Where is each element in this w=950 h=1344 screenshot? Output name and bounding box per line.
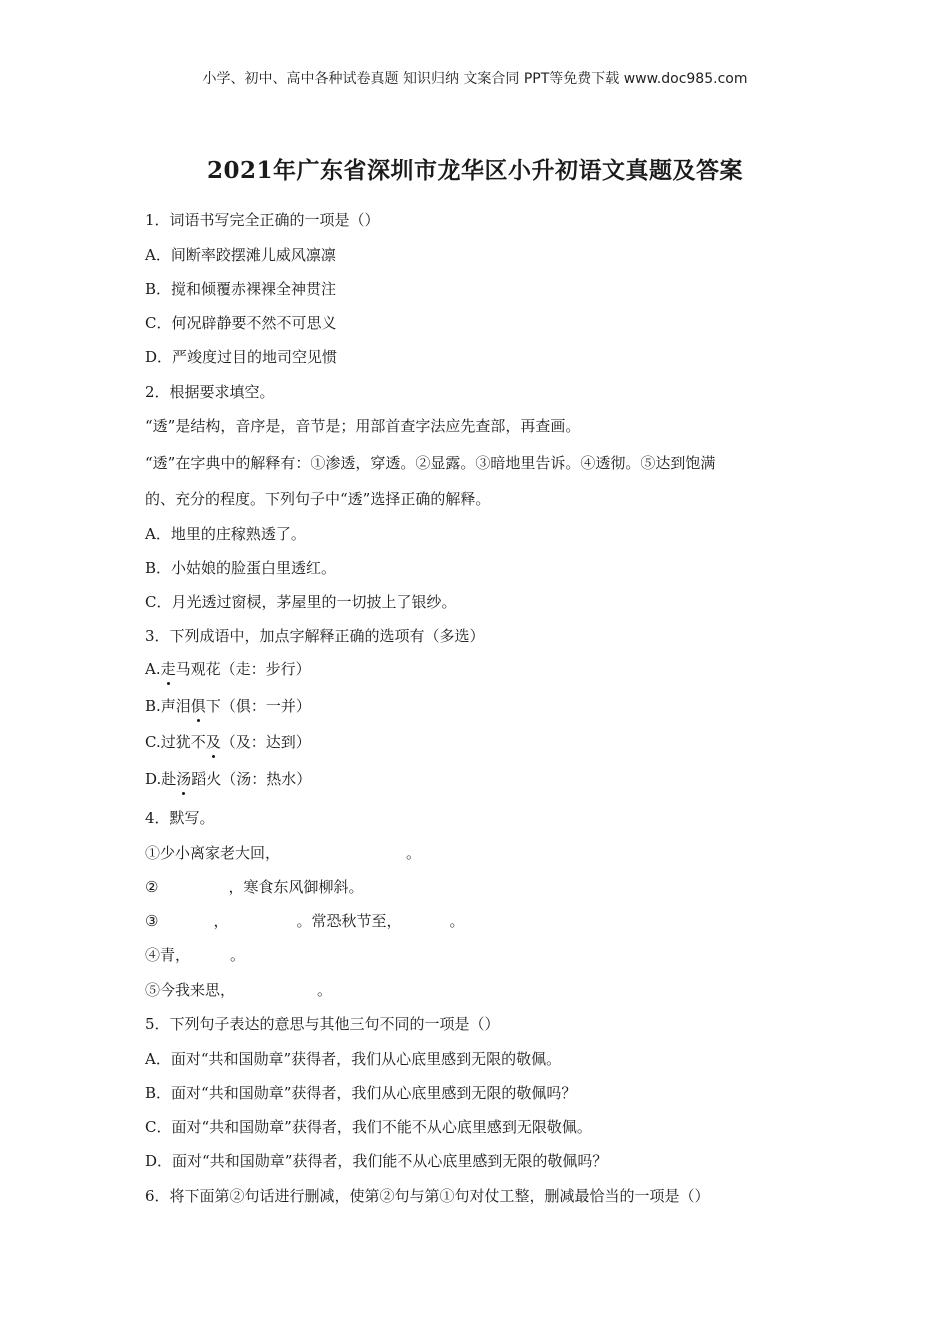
question-6-stem: 6．将下面第②句话进行删减，使第②句与第①句对仗工整，删减最恰当的一项是（）	[145, 1187, 710, 1205]
question-2-option-a: A．地里的庄稼熟透了。	[145, 525, 306, 543]
question-1-option-d: D．严竣度过目的地司空见惯	[145, 348, 338, 366]
question-5-option-b: B．面对“共和国勋章”获得者，我们从心底里感到无限的敬佩吗？	[145, 1084, 577, 1102]
question-4-stem: 4．默写。	[145, 809, 215, 827]
question-5-option-a: A．面对“共和国勋章”获得者，我们从心底里感到无限的敬佩。	[145, 1050, 562, 1068]
emphasis-dot-char: 俱	[190, 697, 206, 715]
emphasis-dot-char: 走	[160, 660, 176, 678]
question-2-option-c: C．月光透过窗棂，茅屋里的一切披上了银纱。	[145, 593, 457, 611]
question-2-line-2: “透”在字典中的解释有：①渗透，穿透。②显露。③暗地里告诉。④透彻。⑤达到饱满	[145, 454, 716, 472]
question-5-option-d: D．面对“共和国勋章”获得者，我们能不从心底里感到无限的敬佩吗？	[145, 1152, 608, 1170]
question-5-option-c: C．面对“共和国勋章”获得者，我们不能不从心底里感到无限敬佩。	[145, 1118, 592, 1136]
question-2-line-3: 的、充分的程度。下列句子中“透”选择正确的解释。	[145, 490, 491, 508]
document-title: 2021年广东省深圳市龙华区小升初语文真题及答案	[206, 157, 743, 184]
emphasis-dot-char: 及	[205, 733, 221, 751]
question-3-option-d: D.赴汤蹈火（汤：热水）	[145, 770, 312, 788]
emphasis-dot-char: 汤	[176, 770, 192, 788]
dictation-line-4: ④青， 。	[145, 946, 246, 964]
question-2-line-1: “透”是结构，音序是，音节是；用部首查字法应先查部，再查画。	[145, 417, 581, 435]
question-3-option-a: A.走马观花（走：步行）	[145, 660, 311, 678]
dictation-line-2: ② ，寒食东风御柳斜。	[145, 878, 364, 896]
question-1-option-c: C．何况辟静要不然不可思义	[145, 314, 337, 332]
dictation-line-3: ③ ， 。常恐秋节至， 。	[145, 912, 465, 930]
question-3-option-b: B.声泪俱下（俱：一并）	[145, 697, 311, 715]
question-5-stem: 5．下列句子表达的意思与其他三句不同的一项是（）	[145, 1015, 500, 1033]
dictation-line-1: ①少小离家老大回， 。	[145, 844, 422, 862]
question-1-option-a: A．间断率跤摆滩儿威风凛凛	[145, 246, 336, 264]
question-3-option-c: C.过犹不及（及：达到）	[145, 733, 311, 751]
question-3-stem: 3．下列成语中，加点字解释正确的选项有（多选）	[145, 627, 485, 645]
question-1-stem: 1．词语书写完全正确的一项是（）	[145, 211, 380, 229]
dictation-line-5: ⑤今我来思， 。	[145, 981, 333, 999]
question-1-option-b: B．搅和倾覆赤裸裸全神贯注	[145, 280, 337, 298]
page-header: 小学、初中、高中各种试卷真题 知识归纳 文案合同 PPT等免费下载 www.doc985.com	[202, 71, 748, 87]
question-2-option-b: B．小姑娘的脸蛋白里透红。	[145, 559, 337, 577]
question-2-stem: 2．根据要求填空。	[145, 383, 275, 401]
